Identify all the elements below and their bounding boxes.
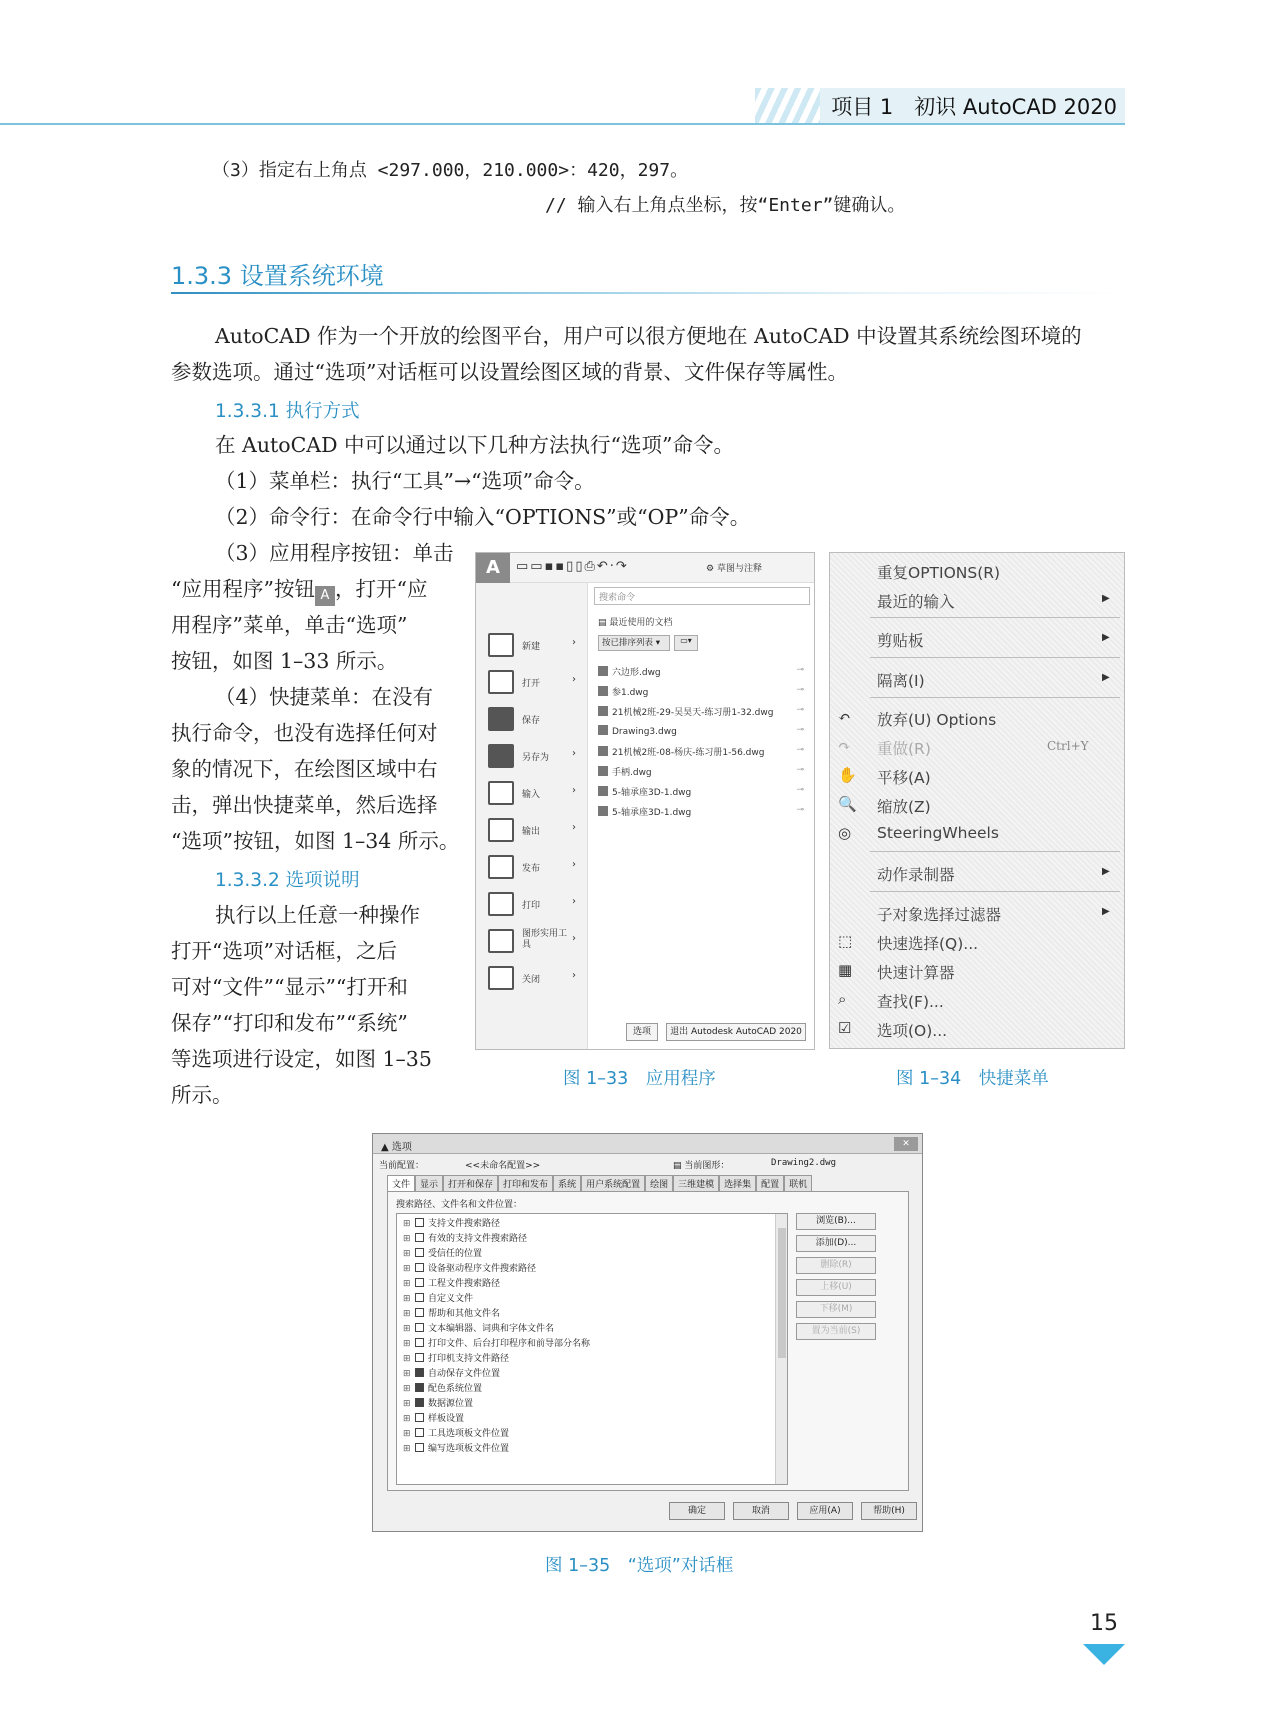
- section-title: 1.3.3 设置系统环境: [171, 262, 384, 290]
- find-icon: ⌕: [838, 990, 847, 1008]
- chevron-right-icon: ›: [572, 970, 576, 981]
- figure-1-35-caption: 图 1–35 “选项”对话框: [545, 1556, 734, 1576]
- current-profile-label: 当前配置：: [379, 1161, 425, 1171]
- expand-icon[interactable]: ⊞: [403, 1429, 411, 1439]
- para-1-line-2: 参数选项。通过“选项”对话框可以设置绘图区域的背景、文件保存等属性。: [171, 360, 848, 384]
- calculator-icon: ▦: [838, 961, 853, 979]
- tab-profiles[interactable]: 配置: [756, 1175, 784, 1191]
- cancel-button[interactable]: 取消: [733, 1502, 789, 1520]
- tree-node[interactable]: [403, 1291, 473, 1306]
- page-number: 15: [1090, 1611, 1118, 1636]
- submenu-arrow-icon: ▶: [1102, 632, 1110, 643]
- tree-node[interactable]: [403, 1216, 500, 1231]
- tree-node-label: 数据源位置: [428, 1399, 474, 1409]
- folder-icon: [415, 1248, 424, 1257]
- folder-icon: [415, 1263, 424, 1272]
- tree-node[interactable]: [403, 1246, 482, 1261]
- tree-node-label: 受信任的位置: [428, 1249, 483, 1259]
- recent-file[interactable]: [598, 785, 808, 805]
- figure-1-34-context-menu: [829, 552, 1125, 1049]
- figure-1-35-options-dialog: [372, 1133, 923, 1532]
- save-as-icon: [488, 744, 514, 768]
- tree-node-label: 文本编辑器、词典和字体文件名: [428, 1324, 555, 1334]
- tree-node[interactable]: [403, 1351, 509, 1366]
- menu-item-isolate[interactable]: 隔离(I): [877, 672, 925, 690]
- tree-node-label: 帮助和其他文件名: [428, 1309, 501, 1319]
- menu-item-options[interactable]: 选项(O)...: [877, 1022, 948, 1040]
- tab-system[interactable]: 系统: [553, 1175, 581, 1191]
- recent-file-name: 手柄.dwg: [612, 768, 652, 778]
- set-current-button[interactable]: 置为当前(S): [796, 1323, 876, 1340]
- expand-icon[interactable]: ⊞: [403, 1414, 411, 1424]
- expand-icon[interactable]: ⊞: [403, 1279, 411, 1289]
- menu-item-undo[interactable]: 放弃(U) Options: [877, 711, 997, 729]
- figure-1-34-caption: 图 1–34 快捷菜单: [896, 1069, 1049, 1089]
- menu-item-action-recorder[interactable]: 动作录制器: [877, 866, 955, 884]
- header-rule: [0, 123, 1125, 125]
- menu-item-label: 图形实用工具: [522, 929, 568, 950]
- method-3-line-2a: “应用程序”按钮: [171, 577, 315, 601]
- dialog-tabs: [387, 1175, 812, 1191]
- expand-icon[interactable]: ⊞: [403, 1399, 411, 1409]
- tab-3d-modeling[interactable]: 三维建模: [673, 1175, 719, 1191]
- dialog-title: [381, 1138, 412, 1153]
- submenu-arrow-icon: ▶: [1102, 906, 1110, 917]
- chevron-right-icon: ›: [572, 637, 576, 648]
- chevron-right-icon: ›: [572, 896, 576, 907]
- expand-icon[interactable]: ⊞: [403, 1369, 411, 1379]
- folder-icon: [415, 1233, 424, 1242]
- method-3-line-4: 按钮，如图 1–33 所示。: [171, 649, 398, 673]
- recent-file[interactable]: [598, 665, 808, 685]
- chevron-right-icon: ›: [572, 933, 576, 944]
- menu-separator: [870, 697, 1120, 698]
- tree-node[interactable]: [403, 1321, 554, 1336]
- expand-icon[interactable]: ⊞: [403, 1384, 411, 1394]
- menu-item-subobject-filter[interactable]: 子对象选择过滤器: [877, 906, 1002, 924]
- menu-item-print[interactable]: [484, 888, 584, 922]
- options-button[interactable]: 选项: [626, 1023, 658, 1041]
- scrollbar-thumb[interactable]: [778, 1228, 786, 1358]
- search-paths-label: 搜索路径、文件名和文件位置：: [396, 1200, 523, 1210]
- dwg-file-icon: [598, 766, 608, 776]
- file-icon: [415, 1323, 424, 1332]
- method-3-line-3: 用程序”菜单，单击“选项”: [171, 613, 408, 637]
- folder-icon: [415, 1428, 424, 1437]
- redo-shortcut: Ctrl+Y: [1047, 739, 1089, 753]
- apply-button[interactable]: 应用(A): [797, 1502, 853, 1520]
- exit-autocad-button[interactable]: 退出 Autodesk AutoCAD 2020: [666, 1023, 806, 1041]
- tree-node[interactable]: [403, 1441, 509, 1456]
- recent-file[interactable]: [598, 805, 808, 825]
- expand-icon[interactable]: ⊞: [403, 1339, 411, 1349]
- dwg-file-icon: [598, 786, 608, 796]
- menu-item-label: 发布: [522, 864, 541, 874]
- folder-icon: [415, 1398, 424, 1407]
- dwg-file-icon: [598, 725, 608, 735]
- quick-access-toolbar: [476, 553, 815, 583]
- menu-item-save[interactable]: [484, 703, 584, 737]
- tab-user-preferences[interactable]: 用户系统配置: [581, 1175, 645, 1191]
- tree-node[interactable]: [403, 1231, 527, 1246]
- tree-node-label: 自动保存文件位置: [428, 1369, 501, 1379]
- file-icon: [415, 1413, 424, 1422]
- submenu-arrow-icon: ▶: [1102, 593, 1110, 604]
- recent-file-name: 六边形.dwg: [612, 668, 661, 678]
- method-4-line-3: 象的情况下，在绘图区域中右: [171, 757, 438, 781]
- dwg-file-icon: [598, 666, 608, 676]
- desc-line-1: 执行以上任意一种操作: [215, 903, 420, 927]
- menu-item-save-as[interactable]: [484, 740, 584, 774]
- tree-node[interactable]: [403, 1261, 536, 1276]
- tab-selection[interactable]: 选择集: [719, 1175, 756, 1191]
- file-icon: [415, 1353, 424, 1362]
- app-button-inline-icon: A: [315, 586, 335, 606]
- tree-node[interactable]: [403, 1276, 500, 1291]
- recent-file-name: 参1.dwg: [612, 688, 649, 698]
- desc-line-2: 打开“选项”对话框，之后: [171, 939, 397, 963]
- open-folder-icon: [488, 670, 514, 694]
- workspace-label: 草图与注释: [716, 564, 762, 574]
- expand-icon[interactable]: ⊞: [403, 1219, 411, 1229]
- menu-item-quick-select[interactable]: 快速选择(Q)...: [877, 935, 979, 953]
- import-icon: [488, 781, 514, 805]
- subsection-1-title: 1.3.3.1 执行方式: [215, 401, 360, 422]
- dwg-file-icon: [598, 806, 608, 816]
- options-check-icon: ☑: [838, 1019, 852, 1037]
- file-icon: [415, 1338, 424, 1347]
- tree-node-label: 打印机支持文件路径: [428, 1354, 510, 1364]
- menu-item-label: 输入: [522, 790, 541, 800]
- chevron-right-icon: ›: [572, 674, 576, 685]
- menu-separator: [870, 617, 1120, 618]
- tree-node[interactable]: [403, 1306, 500, 1321]
- steering-wheels-icon: ◎: [838, 824, 852, 842]
- export-icon: [488, 818, 514, 842]
- menu-separator: [870, 891, 1120, 892]
- menu-item-label: 输出: [522, 827, 541, 837]
- new-icon: [488, 633, 514, 657]
- method-4-line-5: “选项”按钮，如图 1–34 所示。: [171, 829, 460, 853]
- menu-item-import[interactable]: [484, 777, 584, 811]
- expand-icon[interactable]: ⊞: [403, 1264, 411, 1274]
- menu-item-clipboard[interactable]: 剪贴板: [877, 632, 924, 650]
- method-4-line-4: 击，弹出快捷菜单，然后选择: [171, 793, 438, 817]
- figure-1-33-application-menu: [475, 552, 815, 1050]
- method-3-line-2: [171, 571, 427, 607]
- recent-file[interactable]: [598, 745, 808, 765]
- help-button[interactable]: 帮助(H): [861, 1502, 917, 1520]
- tab-files[interactable]: 文件: [387, 1175, 415, 1191]
- menu-item-publish[interactable]: [484, 851, 584, 885]
- dialog-titlebar: [373, 1134, 923, 1154]
- project-icon: [415, 1278, 424, 1287]
- recent-file[interactable]: [598, 705, 808, 725]
- menu-item-export[interactable]: [484, 814, 584, 848]
- tree-node[interactable]: [403, 1411, 464, 1426]
- dwg-file-icon: [598, 706, 608, 716]
- folder-icon: [415, 1443, 424, 1452]
- add-button[interactable]: 添加(D)...: [796, 1235, 876, 1252]
- method-4-line-1: （4）快捷菜单：在没有: [215, 685, 434, 709]
- tree-node[interactable]: [403, 1381, 482, 1396]
- menu-item-quick-calc[interactable]: 快速计算器: [877, 964, 955, 982]
- expand-icon[interactable]: ⊞: [403, 1309, 411, 1319]
- figure-1-33-caption: 图 1–33 应用程序: [563, 1069, 716, 1089]
- tree-node-label: 编写选项板文件位置: [428, 1444, 510, 1454]
- tree-scrollbar[interactable]: [775, 1214, 787, 1485]
- tree-node-label: 支持文件搜索路径: [428, 1219, 501, 1229]
- menu-item-label: 保存: [522, 716, 541, 726]
- move-up-button[interactable]: 上移(U): [796, 1279, 876, 1296]
- command-search-input[interactable]: 搜索命令: [594, 587, 810, 605]
- tree-node[interactable]: [403, 1396, 473, 1411]
- recent-file-name: 21机械2班-29-吴昊天-练习册1-32.dwg: [612, 708, 774, 718]
- publish-icon: [488, 855, 514, 879]
- current-drawing-label-text: 当前图形：: [684, 1161, 730, 1171]
- pan-icon: ✋: [838, 766, 857, 784]
- desc-line-5: 等选项进行设定，如图 1–35: [171, 1047, 432, 1071]
- submenu-arrow-icon: ▶: [1102, 672, 1110, 683]
- tree-node-label: 工具选项板文件位置: [428, 1429, 510, 1439]
- menu-item-find[interactable]: 查找(F)...: [877, 993, 944, 1011]
- tree-node-label: 样板设置: [428, 1414, 465, 1424]
- close-icon[interactable]: ✕: [894, 1137, 918, 1151]
- menu-item-redo: 重做(R): [877, 740, 931, 758]
- undo-icon: ↶: [838, 708, 851, 726]
- autocad-logo-icon: ▲: [381, 1142, 389, 1153]
- chevron-right-icon: ›: [572, 785, 576, 796]
- expand-icon[interactable]: ⊞: [403, 1444, 411, 1454]
- method-4-line-2: 执行命令，也没有选择任何对: [171, 721, 438, 745]
- pin-icon[interactable]: ⊸: [796, 725, 804, 735]
- tab-display[interactable]: 显示: [415, 1175, 443, 1191]
- menu-item-label: 另存为: [522, 753, 550, 763]
- recent-file-name: 21机械2班-08-杨庆-练习册1-56.dwg: [612, 748, 765, 758]
- menu-item-label: 打印: [522, 901, 541, 911]
- expand-icon[interactable]: ⊞: [403, 1324, 411, 1334]
- recent-documents-label: 最近使用的文档: [609, 618, 673, 628]
- dialog-title-text: 选项: [391, 1142, 412, 1153]
- menu-item-close[interactable]: [484, 962, 584, 996]
- tab-open-save[interactable]: 打开和保存: [443, 1175, 498, 1191]
- menu-item-open[interactable]: [484, 666, 584, 700]
- method-3-line-1: （3）应用程序按钮：单击: [215, 541, 454, 565]
- running-header: [820, 88, 1125, 124]
- menu-item-steeringwheels[interactable]: SteeringWheels: [877, 824, 999, 842]
- file-icon: [415, 1293, 424, 1302]
- expand-icon[interactable]: ⊞: [403, 1249, 411, 1259]
- save-icon: [488, 707, 514, 731]
- method-1: （1）菜单栏：执行“工具”→“选项”命令。: [215, 469, 595, 493]
- browse-button[interactable]: 浏览(B)...: [796, 1213, 876, 1230]
- ok-button[interactable]: 确定: [669, 1502, 725, 1520]
- chevron-right-icon: ›: [572, 859, 576, 870]
- running-header-title: 项目 1 初识 AutoCAD 2020: [831, 95, 1117, 119]
- recent-file[interactable]: [598, 685, 808, 705]
- tree-node[interactable]: [403, 1426, 509, 1441]
- quick-select-icon: ⬚: [838, 932, 853, 950]
- step3-line: （3）指定右上角点 <297.000，210.000>：420，297。: [212, 160, 689, 181]
- pin-icon[interactable]: ⊸: [796, 685, 804, 695]
- section-rule: [171, 292, 1125, 294]
- recent-file-name: 5-轴承座3D-1.dwg: [612, 788, 692, 798]
- tab-drafting[interactable]: 绘图: [645, 1175, 673, 1191]
- redo-icon: ↷: [838, 737, 851, 755]
- tree-node-label: 打印文件、后台打印程序和前导部分名称: [428, 1339, 591, 1349]
- command-search: [588, 583, 815, 609]
- desc-line-4: 保存”“打印和发布”“系统”: [171, 1011, 408, 1035]
- pin-icon[interactable]: ⊸: [796, 785, 804, 795]
- recent-file[interactable]: [598, 765, 808, 785]
- desc-line-3: 可对“文件”“显示”“打开和: [171, 975, 408, 999]
- desc-line-6: 所示。: [171, 1083, 233, 1107]
- menu-item-recent-input[interactable]: 最近的输入: [877, 593, 955, 611]
- tab-plot-publish[interactable]: 打印和发布: [498, 1175, 553, 1191]
- folder-icon: [415, 1218, 424, 1227]
- para-2: 在 AutoCAD 中可以通过以下几种方法执行“选项”命令。: [215, 433, 735, 457]
- menu-item-zoom[interactable]: 缩放(Z): [877, 798, 931, 816]
- chevron-right-icon: ›: [572, 748, 576, 759]
- tree-node-label: 自定义文件: [428, 1294, 474, 1304]
- folder-icon: [415, 1368, 424, 1377]
- print-icon: [488, 892, 514, 916]
- wrench-icon: [488, 929, 514, 953]
- pin-icon[interactable]: ⊸: [796, 765, 804, 775]
- pin-icon[interactable]: ⊸: [796, 805, 804, 815]
- zoom-icon: 🔍: [838, 795, 857, 813]
- dwg-file-icon: [598, 746, 608, 756]
- tree-node[interactable]: [403, 1366, 500, 1381]
- submenu-arrow-icon: ▶: [1102, 866, 1110, 877]
- expand-icon[interactable]: ⊞: [403, 1354, 411, 1364]
- menu-item-repeat-options[interactable]: 重复OPTIONS(R): [877, 564, 1001, 582]
- current-drawing-value: Drawing2.dwg: [771, 1158, 837, 1168]
- recent-file-name: Drawing3.dwg: [612, 727, 677, 737]
- menu-item-label: 关闭: [522, 975, 541, 985]
- dwg-file-icon: [598, 686, 608, 696]
- file-icon: [415, 1308, 424, 1317]
- menu-item-label: 新建: [522, 642, 541, 652]
- menu-item-label: 打开: [522, 679, 541, 689]
- close-file-icon: [488, 966, 514, 990]
- move-down-button[interactable]: 下移(M): [796, 1301, 876, 1318]
- menu-separator: [870, 851, 1120, 852]
- sort-dropdown[interactable]: 按已排序列表 ▾: [598, 635, 670, 651]
- expand-icon[interactable]: ⊞: [403, 1294, 411, 1304]
- application-button[interactable]: A: [476, 553, 510, 583]
- expand-icon[interactable]: ⊞: [403, 1234, 411, 1244]
- para-1-line-1: AutoCAD 作为一个开放的绘图平台，用户可以很方便地在 AutoCAD 中设置其系统绘图环境的: [215, 324, 1082, 348]
- workspace-selector[interactable]: ⚙ 草图与注释: [706, 564, 762, 574]
- remove-button[interactable]: 删除(R): [796, 1257, 876, 1274]
- tree-node-label: 设备驱动程序文件搜索路径: [428, 1264, 537, 1274]
- recent-documents-title: ▤ 最近使用的文档: [598, 618, 673, 628]
- tree-node[interactable]: [403, 1336, 590, 1351]
- method-2: （2）命令行：在命令行中输入“OPTIONS”或“OP”命令。: [215, 505, 751, 529]
- menu-separator: [870, 657, 1120, 658]
- menu-item-pan[interactable]: 平移(A): [877, 769, 931, 787]
- pin-icon[interactable]: ⊸: [796, 665, 804, 675]
- pin-icon[interactable]: ⊸: [796, 705, 804, 715]
- pin-icon[interactable]: ⊸: [796, 745, 804, 755]
- current-drawing-label: [673, 1158, 729, 1171]
- files-tab-panel: [387, 1191, 909, 1491]
- page-marker-triangle: [1083, 1644, 1125, 1665]
- step3-comment: // 输入右上角点坐标，按“Enter”键确认。: [545, 195, 906, 216]
- drawing-icon: ▤: [673, 1161, 682, 1171]
- tree-node-label: 有效的支持文件搜索路径: [428, 1234, 528, 1244]
- tree-node-label: 配色系统位置: [428, 1384, 483, 1394]
- search-paths-tree: [396, 1213, 788, 1485]
- view-mode-dropdown[interactable]: ▭▾: [674, 635, 698, 651]
- menu-item-new[interactable]: [484, 629, 584, 663]
- quick-access-icons: ▭▭▪▪▯▯⎙↶·↷: [516, 559, 629, 574]
- folder-icon: [415, 1383, 424, 1392]
- method-3-line-2b: ，打开“应: [334, 577, 428, 601]
- menu-item-drawing-utilities[interactable]: [484, 925, 584, 959]
- tree-node-label: 工程文件搜索路径: [428, 1279, 501, 1289]
- recent-file[interactable]: [598, 725, 808, 745]
- chevron-right-icon: ›: [572, 822, 576, 833]
- subsection-2-title: 1.3.3.2 选项说明: [215, 870, 360, 891]
- tab-online[interactable]: 联机: [784, 1175, 812, 1191]
- recent-file-name: 5-轴承座3D-1.dwg: [612, 808, 692, 818]
- current-profile-value: <<未命名配置>>: [465, 1161, 541, 1171]
